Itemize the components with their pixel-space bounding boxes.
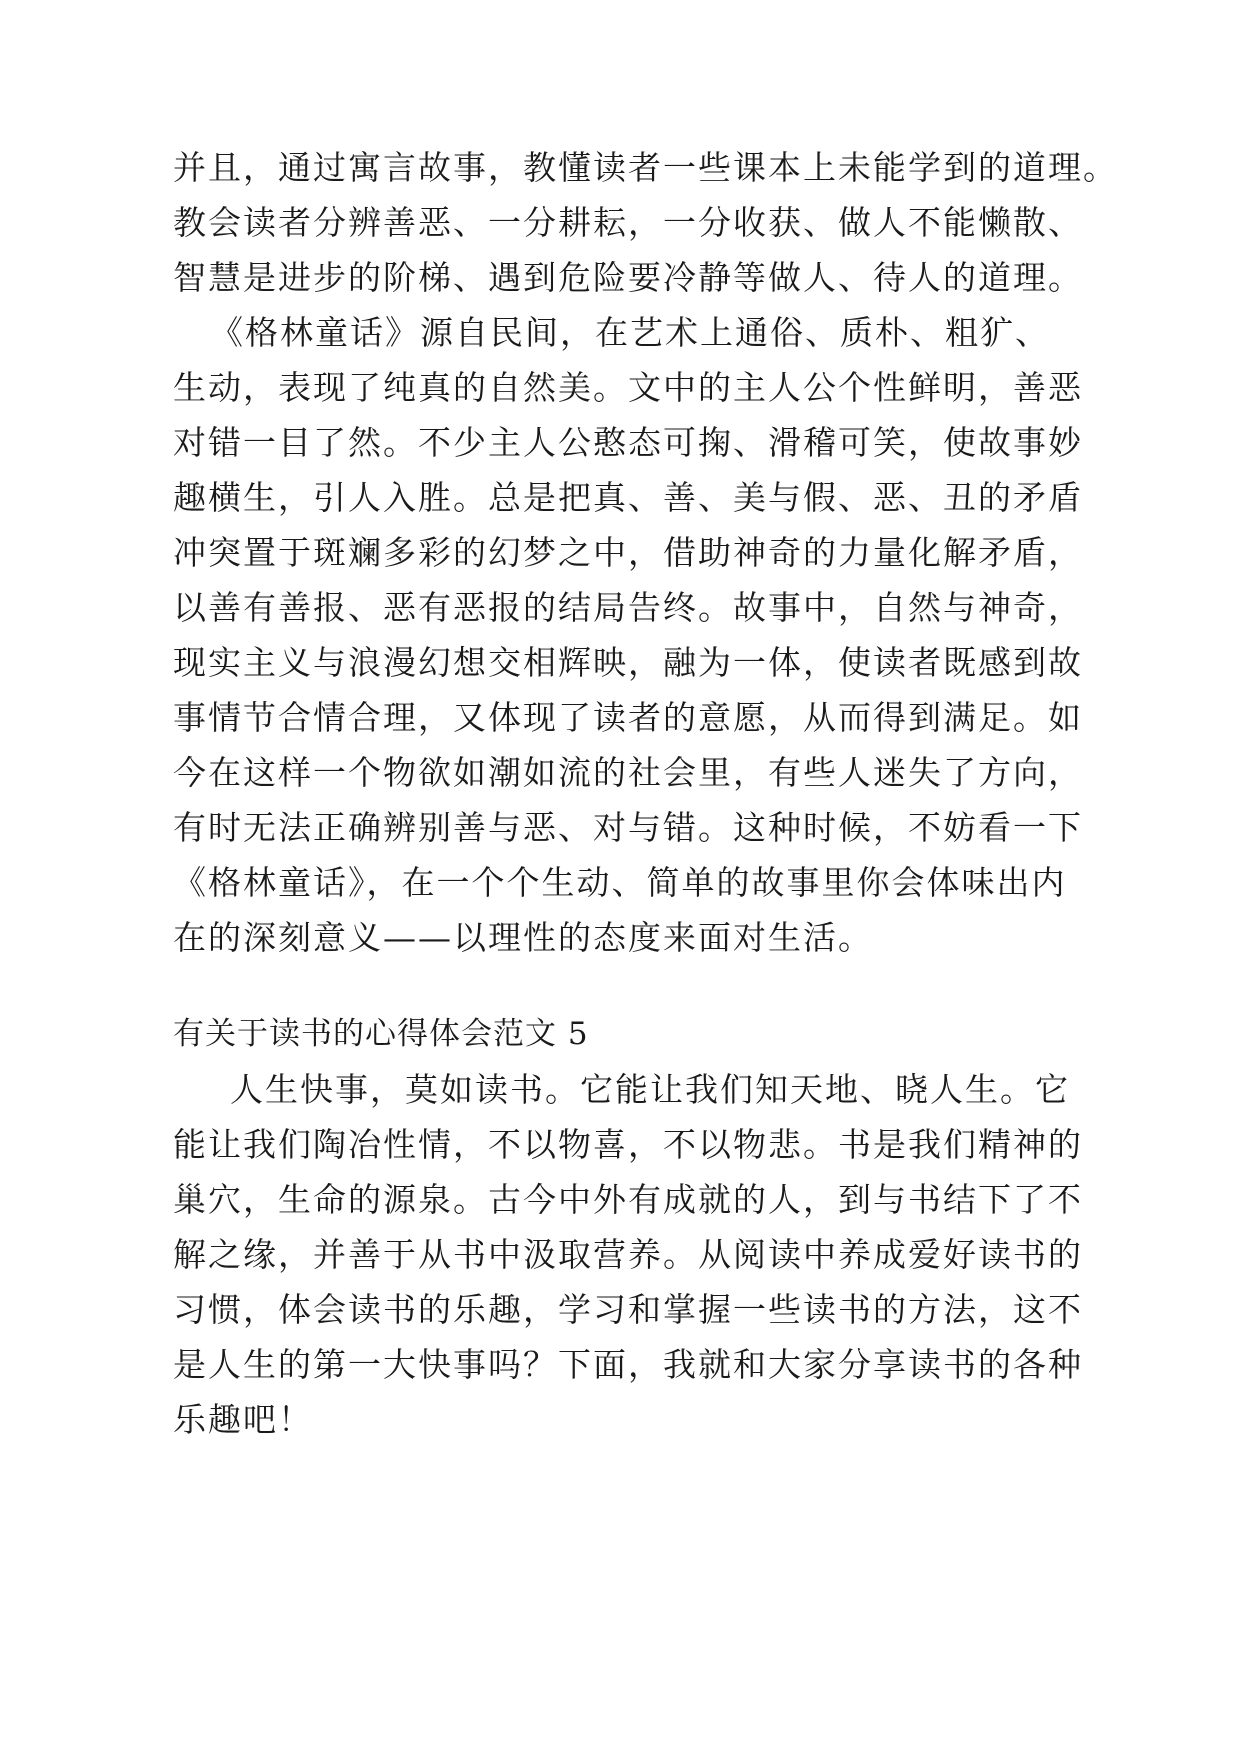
- paragraph-line: 巢穴，生命的源泉。古今中外有成就的人，到与书结下了不: [173, 1180, 1083, 1219]
- paragraph-line: 解之缘，并善于从书中汲取营养。从阅读中养成爱好读书的: [173, 1235, 1083, 1274]
- paragraph-line: 冲突置于斑斓多彩的幻梦之中，借助神奇的力量化解矛盾，: [173, 533, 1083, 572]
- paragraph-line: 智慧是进步的阶梯、遇到危险要冷静等做人、待人的道理。: [173, 258, 1083, 297]
- paragraph-line: 并且，通过寓言故事，教懂读者一些课本上未能学到的道理。: [173, 148, 1118, 187]
- paragraph-line: 《格林童话》，在一个个生动、简单的故事里你会体味出内: [173, 863, 1067, 902]
- paragraph-line: 生动，表现了纯真的自然美。文中的主人公个性鲜明，善恶: [173, 368, 1083, 407]
- paragraph-line: 习惯，体会读书的乐趣，学习和掌握一些读书的方法，这不: [173, 1290, 1083, 1329]
- paragraph-line: 《格林童话》源自民间，在艺术上通俗、质朴、粗犷、: [210, 313, 1050, 352]
- section-heading: 有关于读书的心得体会范文 5: [173, 1016, 589, 1052]
- paragraph-line: 趣横生，引人入胜。总是把真、善、美与假、恶、丑的矛盾: [173, 478, 1083, 517]
- paragraph-line: 事情节合情合理，又体现了读者的意愿，从而得到满足。如: [173, 698, 1083, 737]
- paragraph-line: 乐趣吧！: [173, 1400, 313, 1439]
- paragraph-line: 是人生的第一大快事吗？下面，我就和大家分享读书的各种: [173, 1345, 1083, 1384]
- paragraph-line: 有时无法正确辨别善与恶、对与错。这种时候，不妨看一下: [173, 808, 1083, 847]
- paragraph-line: 现实主义与浪漫幻想交相辉映，融为一体，使读者既感到故: [173, 643, 1083, 682]
- paragraph-line: 能让我们陶冶性情，不以物喜，不以物悲。书是我们精神的: [173, 1125, 1083, 1164]
- paragraph-line: 教会读者分辨善恶、一分耕耘，一分收获、做人不能懒散、: [173, 203, 1083, 242]
- paragraph-line: 以善有善报、恶有恶报的结局告终。故事中，自然与神奇，: [173, 588, 1083, 627]
- paragraph-line: 对错一目了然。不少主人公憨态可掬、滑稽可笑，使故事妙: [173, 423, 1083, 462]
- paragraph-line: 今在这样一个物欲如潮如流的社会里，有些人迷失了方向，: [173, 753, 1083, 792]
- paragraph-line: 在的深刻意义——以理性的态度来面对生活。: [173, 918, 873, 957]
- paragraph-line: 人生快事，莫如读书。它能让我们知天地、晓人生。它: [230, 1070, 1070, 1109]
